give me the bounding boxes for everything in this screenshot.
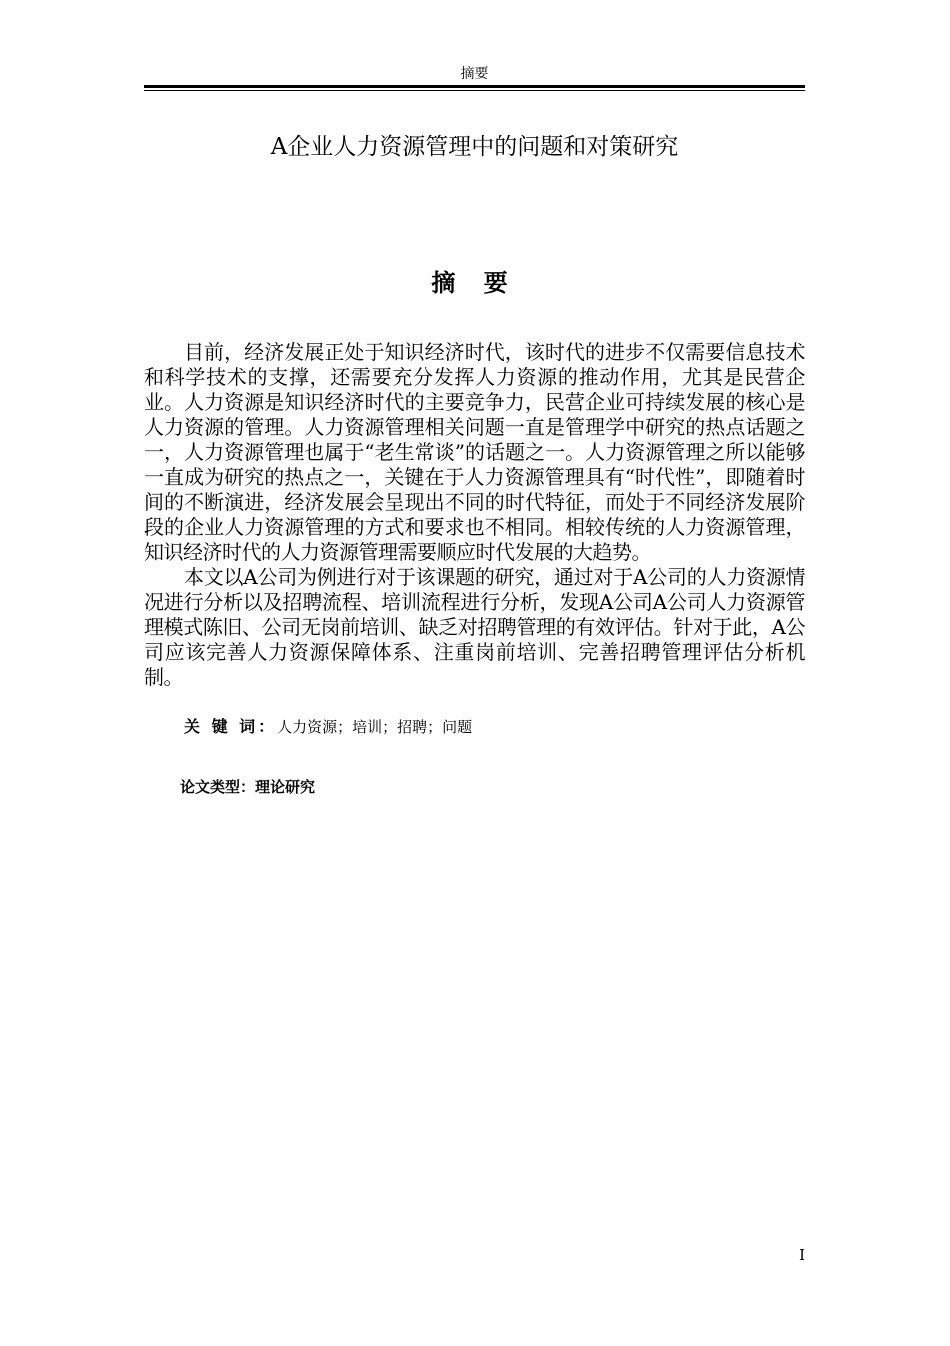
abstract-paragraph-2: 本文以A公司为例进行对于该课题的研究，通过对于A公司的人力资源情况进行分析以及招聘流程、培训流程进行分析，发现A公司A公司人力资源管理模式陈旧、公司无岗前培训、缺乏对招聘管理的有效评估。针对于此，A公司应该完善人力资源保障体系、注重岗前培训、完善招聘管理评估分析机制。 (144, 565, 805, 689)
keywords-line (184, 716, 472, 738)
keywords-label: 关 键 词： (184, 717, 278, 736)
abstract-body (144, 340, 805, 690)
paper-title: A企业人力资源管理中的问题和对策研究 (270, 134, 679, 160)
keywords-value: 人力资源；培训；招聘；问题 (277, 718, 473, 736)
header-rule-thin (144, 90, 805, 91)
page-number: I (799, 1246, 805, 1264)
header-rule-thick (144, 85, 805, 88)
abstract-paragraph-1: 目前，经济发展正处于知识经济时代，该时代的进步不仅需要信息技术和科学技术的支撑，还需要充分发挥人力资源的推动作用，尤其是民营企业。人力资源是知识经济时代的主要竞争力，民营企业可持续发展的核心是人力资源的管理。人力资源管理相关问题一直是管理学中研究的热点话题之一，人力资源管理也属于“老生常谈”的话题之一。人力资源管理之所以能够一直成为研究的热点之一，关键在于人力资源管理具有“时代性”，即随着时间的不断演进，经济发展会呈现出不同的时代特征，而处于不同经济发展阶段的企业人力资源管理的方式和要求也不相同。相较传统的人力资源管理，知识经济时代的人力资源管理需要顺应时代发展的大趋势。 (144, 340, 805, 564)
abstract-heading: 摘 要 (431, 269, 518, 297)
running-header: 摘要 (460, 66, 489, 82)
paper-type: 论文类型：理论研究 (180, 778, 316, 796)
